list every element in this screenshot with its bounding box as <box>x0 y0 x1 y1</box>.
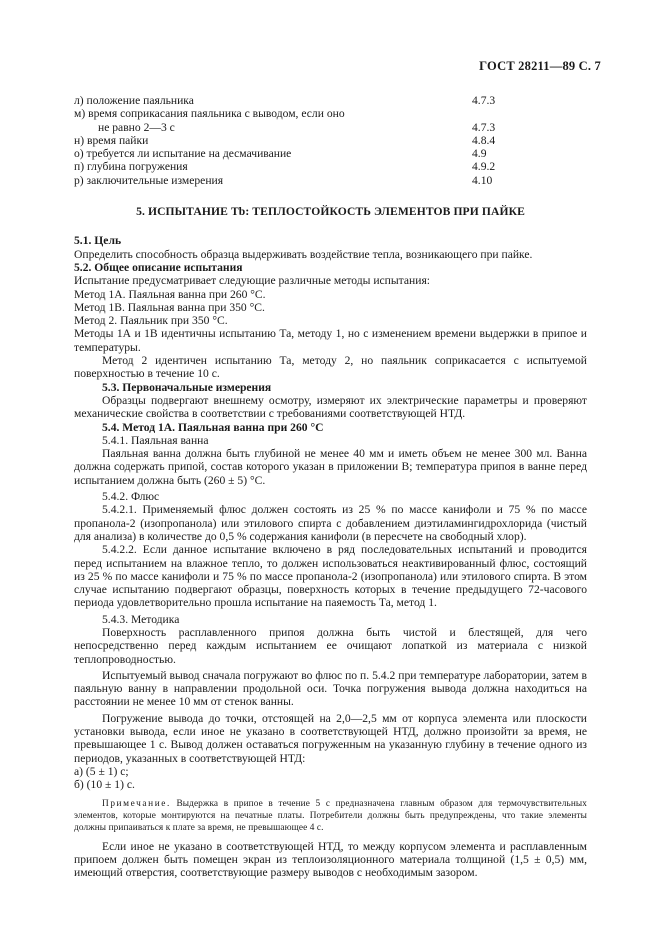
paragraph-5-4-2-2: 5.4.2.2. Если данное испытание включено в ряд последовательных испытаний и проводится перед испытанием на влажное тепло, то должен использоваться неактивированный флюс, состоящий из 25 % по массе канифоли и 75 % по массе пропанола-2 (изопропанола) или этилового спирта. В этом случае испытанию подвергают образцы, поверхность которых в течение предыдущего 72-часового периода удовлетворительно прошла испытание на паяемость Та, метод 1. <box>74 543 587 610</box>
list-item-ref: 4.7.3 <box>472 120 496 134</box>
option-a: а) (5 ± 1) с; <box>74 764 129 778</box>
list-item-text: н) время пайки <box>74 133 149 147</box>
note-label: Примечание. <box>102 798 171 809</box>
paragraph-5-4-1: Паяльная ванна должна быть глубиной не менее 40 мм и иметь объем не менее 300 мл. Ванна должна содержать припой, состав которого указан в приложении В; температура припоя в ванне перед испытанием должна быть (260 ± 5) °С. <box>74 447 587 487</box>
heading-5-4-1: 5.4.1. Паяльная ванна <box>102 433 209 447</box>
list-item <box>74 134 587 147</box>
paragraph-5-1: Определить способность образца выдерживать воздействие тепла, возникающего при пайке. <box>74 247 533 261</box>
list-item-ref <box>472 107 587 120</box>
list-item-ref: 4.8.4 <box>472 133 496 147</box>
heading-5-2: 5.2. Общее описание испытания <box>74 260 243 274</box>
list-item-text: л) положение паяльника <box>74 94 194 107</box>
page-header: ГОСТ 28211—89 С. 7 <box>479 59 601 73</box>
paragraph-5-2-method2: Метод 2 идентичен испытанию Та, методу 2, но паяльник соприкасается с испытуемой поверхностью в течение 10 с. <box>74 354 587 381</box>
requirements-list <box>74 94 587 187</box>
list-item-ref: 4.9 <box>472 147 487 161</box>
heading-5-4-2: 5.4.2. Флюс <box>102 490 160 504</box>
method-2: Метод 2. Паяльник при 350 °С. <box>74 314 228 328</box>
note-text: Выдержка в припое в течение 5 с предназначена главным образом для термочувствительных элементов, которые монтируются на печатные платы. Потребители должны быть предупреждены, что такие элементы должны припаиваться к плате за время, не превышающее 4 с. <box>74 798 587 833</box>
paragraph-5-4-3-timing: Погружение вывода до точки, отстоящей на 2,0—2,5 мм от корпуса элемента или плоскости установки вывода, если иное не указано в соответствующей НТД, должно произойти за время, не превышающее 1 с. Вывод должен оставаться погруженным на указанную глубину в течение одного из периодов, указанных в соответствующей НТД: <box>74 711 587 765</box>
method-1b: Метод 1В. Паяльная ванна при 350 °С. <box>74 300 265 314</box>
paragraph-5-2-intro: Испытание предусматривает следующие различные методы испытания: <box>74 274 430 288</box>
paragraph-5-4-3-surface: Поверхность расплавленного припоя должна быть чистой и блестящей, для чего непосредственно перед каждым испытанием ее очищают лопаткой из материала с низкой теплопроводностью. <box>74 625 587 666</box>
list-item <box>74 160 587 173</box>
list-item-ref: 4.10 <box>472 173 493 187</box>
heading-5-4: 5.4. Метод 1А. Паяльная ванна при 260 °С <box>102 420 324 434</box>
paragraph-5-3: Образцы подвергают внешнему осмотру, измеряют их электрические параметры и проверяют механические свойства в соответствии с требованиями соответствующей НТД. <box>74 393 587 421</box>
paragraph-5-4-3-immersion: Испытуемый вывод сначала погружают во флюс по п. 5.4.2 при температуре лаборатории, затем в паяльную ванну в направлении продольной оси. Точка погружения вывода должна находиться на расстоянии не менее 10 мм от стенок ванны. <box>74 668 587 709</box>
heading-5-1: 5.1. Цель <box>74 234 122 248</box>
list-item <box>74 147 587 160</box>
list-item-text: не равно 2—3 с <box>98 120 175 134</box>
list-item <box>74 107 587 120</box>
section-title: 5. ИСПЫТАНИЕ Tb: ТЕПЛОСТОЙКОСТЬ ЭЛЕМЕНТОВ ПРИ ПАЙКЕ <box>136 205 525 219</box>
page-content <box>74 94 587 879</box>
method-1a: Метод 1А. Паяльная ванна при 260 °С. <box>74 287 266 301</box>
paragraph-5-2-methods: Методы 1А и 1В идентичны испытанию Та, методу 1, но с изменением времени выдержки в припое и температуры. <box>74 327 587 354</box>
note <box>74 798 587 834</box>
paragraph-5-4-3-screen: Если иное не указано в соответствующей НТД, то между корпусом элемента и расплавленным припоем должен быть помещен экран из теплоизоляционного материала толщиной (1,5 ± 0,5) мм, имеющий отверстия, соответствующие размеру выводов с необходимым зазором. <box>74 839 587 880</box>
list-item-ref: 4.9.2 <box>472 160 496 174</box>
list-item-text: м) время соприкасания паяльника с выводом, если оно <box>74 107 345 121</box>
paragraph-5-4-2-1: 5.4.2.1. Применяемый флюс должен состоять из 25 % по массе канифоли и 75 % по массе пропанола-2 (изопропанола) или этилового спирта с добавлением диэтиламингидрохлорида (чистый для анализа) в количестве до 0,5 % содержания канифоли (в пересчете на свободный хлор). <box>74 503 587 543</box>
list-item-text: о) требуется ли испытание на десмачивание <box>74 147 292 161</box>
option-b: б) (10 ± 1) с. <box>74 778 135 792</box>
list-item <box>74 94 587 107</box>
list-item-text: р) заключительные измерения <box>74 173 224 187</box>
list-item <box>74 174 587 187</box>
list-item <box>74 121 587 134</box>
heading-5-3: 5.3. Первоначальные измерения <box>102 380 272 394</box>
heading-5-4-3: 5.4.3. Методика <box>102 612 180 626</box>
list-item-ref: 4.7.3 <box>472 94 496 107</box>
list-item-text: п) глубина погружения <box>74 160 188 174</box>
